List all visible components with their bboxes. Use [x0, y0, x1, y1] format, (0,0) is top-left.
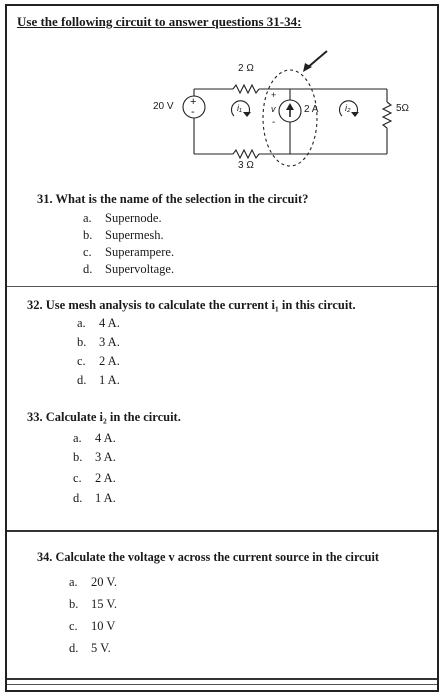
- resistor-3ohm: [233, 150, 259, 158]
- option-letter: a.: [69, 575, 78, 589]
- option-text: Superampere.: [105, 245, 175, 259]
- instructions-header: Use the following circuit to answer questions 31-34:: [17, 14, 302, 29]
- worksheet-page: [5, 4, 439, 692]
- option-letter: c.: [77, 354, 86, 368]
- option-letter: b.: [69, 597, 79, 611]
- question-text: Use mesh analysis to calculate the current i₁ in this circuit.: [45, 298, 356, 312]
- question-number: 33.: [27, 410, 43, 424]
- q32-option-a[interactable]: [77, 316, 120, 331]
- question-text: Calculate i₂ in the circuit.: [45, 410, 181, 424]
- voltage-source-plus: +: [190, 96, 197, 108]
- question-number: 32.: [27, 298, 43, 312]
- option-letter: b.: [77, 335, 87, 349]
- q31-option-c[interactable]: [83, 245, 174, 260]
- option-letter: a.: [77, 316, 86, 330]
- resistor-5ohm: [383, 102, 391, 128]
- option-letter: d.: [77, 373, 87, 387]
- q34-option-c[interactable]: [69, 619, 115, 634]
- q32-option-d[interactable]: [77, 373, 120, 388]
- q33-option-a[interactable]: [73, 431, 116, 446]
- divider-3: [7, 678, 437, 680]
- circuit-schematic: [7, 6, 437, 181]
- option-letter: b.: [83, 228, 93, 242]
- v-minus: -: [272, 117, 276, 128]
- question-text: What is the name of the selection in the circuit?: [55, 192, 309, 206]
- i2-arrowhead: [351, 112, 359, 117]
- option-text: 5 V.: [91, 641, 111, 655]
- option-text: 2 A.: [95, 471, 116, 485]
- option-text: 15 V.: [91, 597, 117, 611]
- option-letter: d.: [73, 491, 83, 505]
- v-plus: +: [271, 90, 277, 100]
- q33-option-b[interactable]: [73, 450, 116, 465]
- question-34: [37, 550, 379, 565]
- option-text: 4 A.: [95, 431, 116, 445]
- option-letter: c.: [69, 619, 78, 633]
- label-20v: 20 V: [153, 101, 174, 112]
- option-text: 3 A.: [99, 335, 120, 349]
- option-text: 20 V.: [91, 575, 117, 589]
- question-33: [27, 410, 181, 425]
- q33-option-d[interactable]: [73, 491, 116, 506]
- question-32: [27, 298, 356, 313]
- resistor-2ohm: [233, 85, 259, 93]
- option-letter: d.: [83, 262, 93, 276]
- question-number: 31.: [37, 192, 53, 206]
- q32-option-b[interactable]: [77, 335, 120, 350]
- label-2a: 2 A: [304, 104, 319, 115]
- option-text: 10 V: [91, 619, 116, 633]
- option-text: 1 A.: [95, 491, 116, 505]
- q32-option-c[interactable]: [77, 354, 120, 369]
- q31-option-b[interactable]: [83, 228, 164, 243]
- option-text: Supernode.: [105, 211, 162, 225]
- option-letter: b.: [73, 450, 83, 464]
- label-3-ohm: 3 Ω: [238, 160, 254, 171]
- divider-2: [7, 530, 437, 532]
- option-text: 3 A.: [95, 450, 116, 464]
- option-letter: a.: [83, 211, 92, 225]
- option-text: 2 A.: [99, 354, 120, 368]
- q34-option-a[interactable]: [69, 575, 117, 590]
- option-letter: a.: [73, 431, 82, 445]
- q34-option-d[interactable]: [69, 641, 111, 656]
- option-letter: c.: [83, 245, 92, 259]
- option-text: 1 A.: [99, 373, 120, 387]
- label-5-ohm: 5Ω: [396, 103, 410, 114]
- label-v: v: [271, 104, 276, 114]
- q31-option-a[interactable]: [83, 211, 162, 226]
- divider-4: [7, 684, 437, 685]
- question-31: [37, 192, 308, 207]
- question-text: Calculate the voltage v across the current source in the circuit: [55, 550, 379, 564]
- option-letter: c.: [73, 471, 82, 485]
- option-text: 4 A.: [99, 316, 120, 330]
- label-i1: i₁: [237, 103, 242, 113]
- pointer-arrow-line: [307, 51, 327, 68]
- label-2-ohm: 2 Ω: [238, 63, 254, 74]
- q31-option-d[interactable]: [83, 262, 174, 277]
- q33-option-c[interactable]: [73, 471, 116, 486]
- option-text: Supervoltage.: [105, 262, 175, 276]
- label-i2: i₂: [345, 103, 351, 113]
- voltage-source-minus: -: [191, 106, 195, 118]
- divider-1: [7, 286, 437, 287]
- question-number: 34.: [37, 550, 53, 564]
- option-text: Supermesh.: [105, 228, 164, 242]
- option-letter: d.: [69, 641, 79, 655]
- i1-arrowhead: [243, 112, 251, 117]
- q34-option-b[interactable]: [69, 597, 117, 612]
